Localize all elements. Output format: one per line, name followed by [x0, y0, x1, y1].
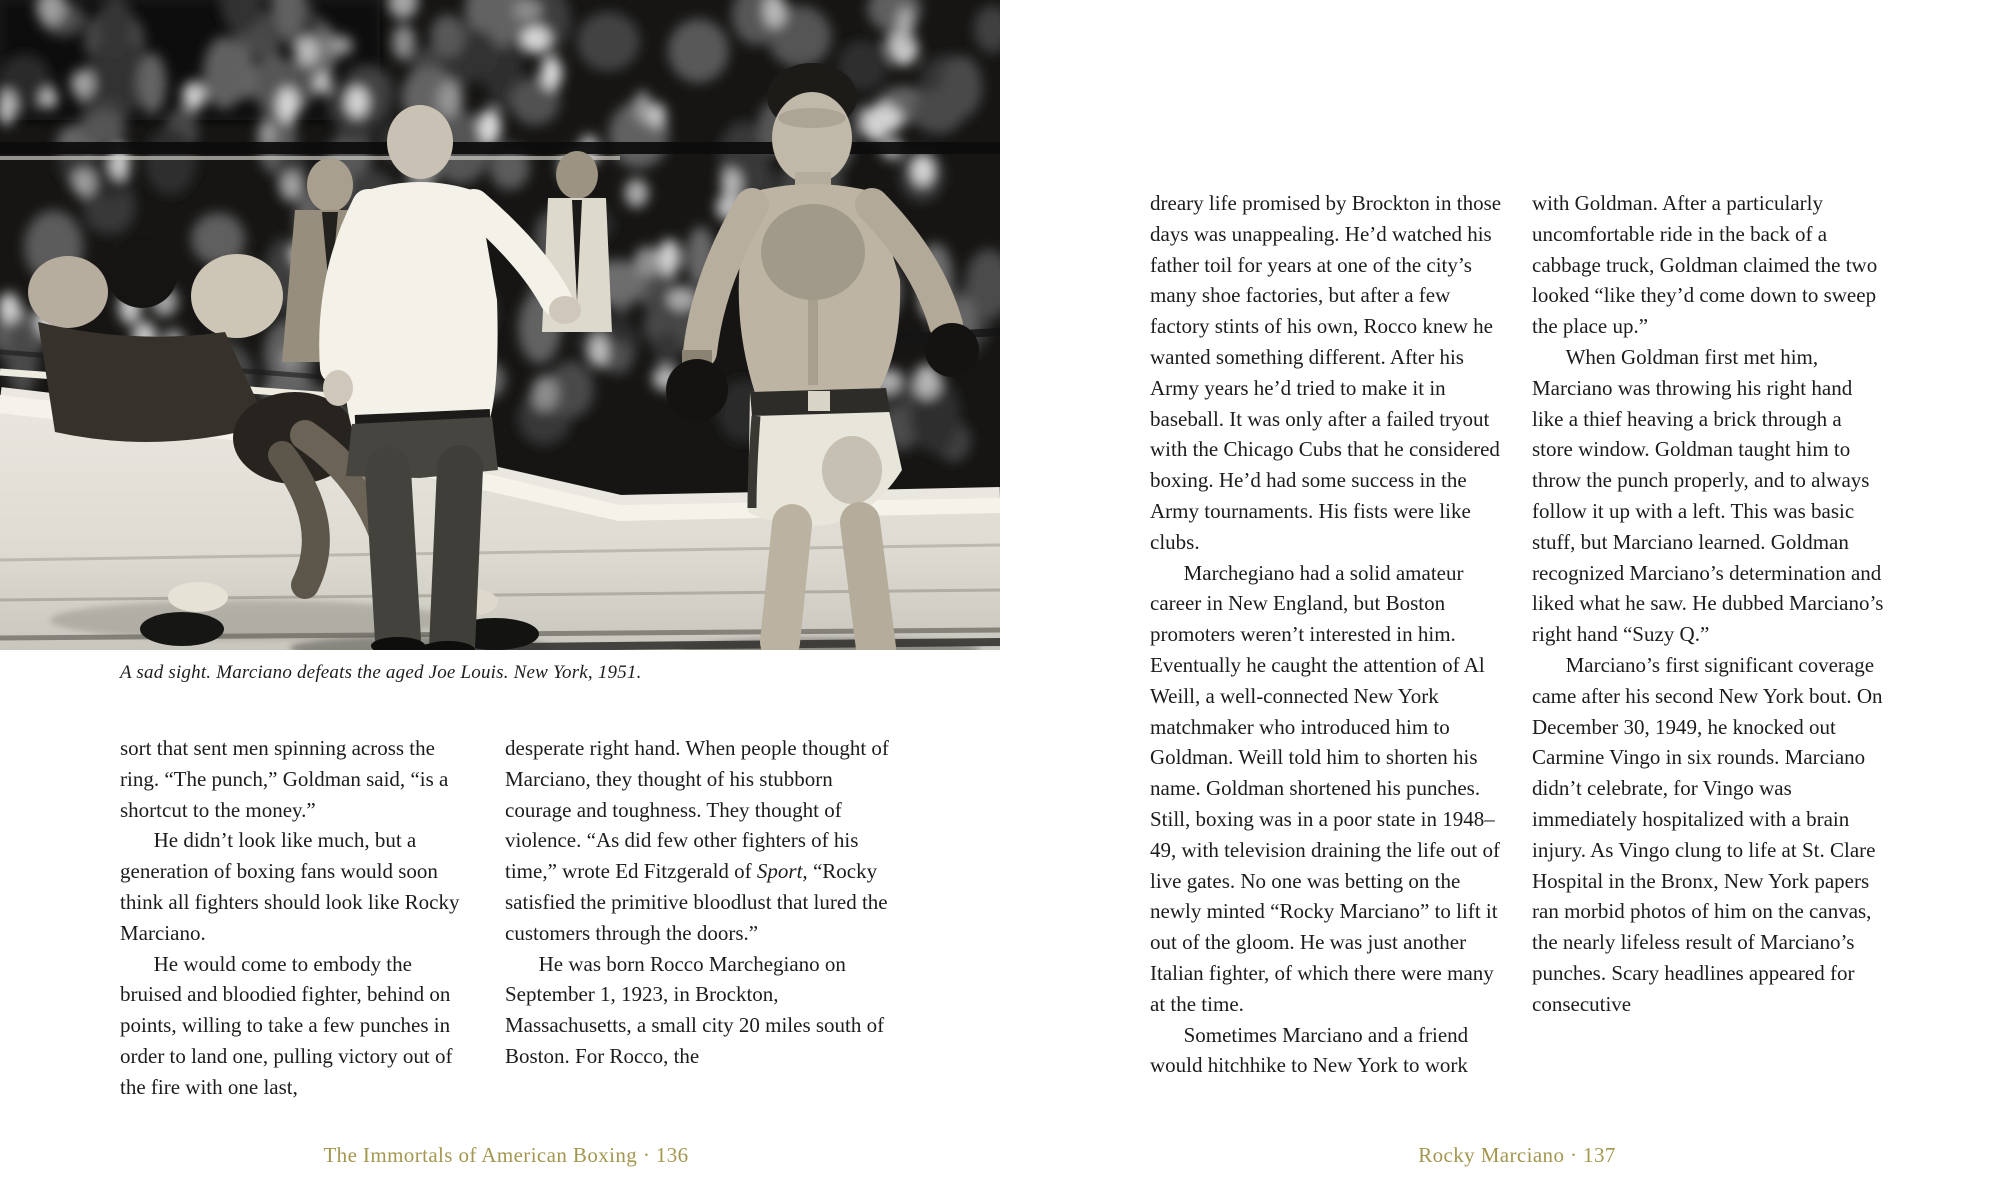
right-page-footer: Rocky Marciano · 137	[1418, 1143, 1616, 1167]
right-page-column-2	[1532, 188, 1884, 1020]
paragraph: He was born Rocco Marchegiano on September 1, 1923, in Brockton, Massachusetts, a small city 20 miles south of Boston. For Rocco, the	[505, 951, 885, 1068]
paragraph: When Goldman first met him, Marciano was throwing his right hand like a thief heaving a brick through a store window. Goldman taught him to throw the punch properly, and to always follow it up with a left. This was basic stuff, but Marciano learned. Goldman recognized Marciano’s determination and liked what he saw. He dubbed Marciano’s right hand “Suzy Q.”	[1532, 344, 1884, 647]
photo-caption: A sad sight. Marciano defeats the aged Joe Louis. New York, 1951.	[120, 662, 642, 683]
marciano-defeats-joe-louis-photo	[0, 0, 1000, 650]
paragraph	[505, 733, 897, 949]
paragraph: dreary life promised by Brockton in those days was unappealing. He’d watched his father toil for years at one of the city’s many shoe factories, but after a few factory stints of his own, Rocco knew he wanted something different. After his Army years he’d tried to make it in baseball. It was only after a failed tryout with the Chicago Cubs that he considered boxing. He’d had some success in the Army tournaments. His fists were like clubs.	[1150, 191, 1502, 554]
boxing-glove-right	[925, 323, 979, 377]
paragraph: sort that sent men spinning across the ring. “The punch,” Goldman said, “is a shortcut to the money.”	[120, 736, 449, 822]
paragraph: He didn’t look like much, but a generation of boxing fans would soon think all fighters should look like Rocky Marciano.	[120, 828, 460, 945]
paragraph: Sometimes Marciano and a friend would hitchhike to New York to work	[1150, 1022, 1469, 1078]
paragraph-text: “Rocky satisfied the primitive bloodlust that lured the customers through the doors.”	[505, 859, 888, 945]
paragraph: Marchegiano had a solid amateur career in New England, but Boston promoters weren’t interested in him. Eventually he caught the attention of Al Weill, a well-connected New York matchmaker who introduced him to Goldman. Weill told him to shorten his name. Goldman shortened his punches. Still, boxing was in a poor state in 1948–49, with television draining the life out of live gates. No one was betting on the newly minted “Rocky Marciano” to lift it out of the gloom. He was just another Italian fighter, of which there were many at the time.	[1150, 560, 1500, 1016]
italic-magazine-title: Sport,	[756, 859, 808, 884]
left-page-column-1	[120, 733, 470, 1103]
paragraph: with Goldman. After a particularly uncomfortable ride in the back of a cabbage truck, Goldman claimed the two looked “like they’d come down to sweep the place up.”	[1532, 191, 1878, 339]
left-page-column-2	[505, 733, 897, 1072]
paragraph: He would come to embody the bruised and bloodied fighter, behind on points, willing to take a few punches in order to land one, pulling victory out of the fire with one last,	[120, 951, 453, 1099]
paragraph: Marciano’s first significant coverage came after his second New York bout. On December 30, 1949, he knocked out Carmine Vingo in six rounds. Marciano didn’t celebrate, for Vingo was immediately hospitalized with a brain injury. As Vingo clung to life at St. Clare Hospital in the Bronx, New York papers ran morbid photos of him on the canvas, the nearly lifeless result of Marciano’s punches. Scary headlines appeared for consecutive	[1532, 652, 1883, 1016]
boxing-glove-left	[666, 359, 728, 421]
boxing-photo-illustration	[0, 0, 1000, 650]
paragraph-text: desperate right hand. When people thought of Marciano, they thought of his stubborn courage and toughness. They thought of violence. “As did few other fighters of his time,” wrote Ed Fitzgerald of	[505, 736, 889, 884]
left-page-footer: The Immortals of American Boxing · 136	[323, 1143, 689, 1167]
right-page-column-1	[1150, 188, 1502, 1081]
